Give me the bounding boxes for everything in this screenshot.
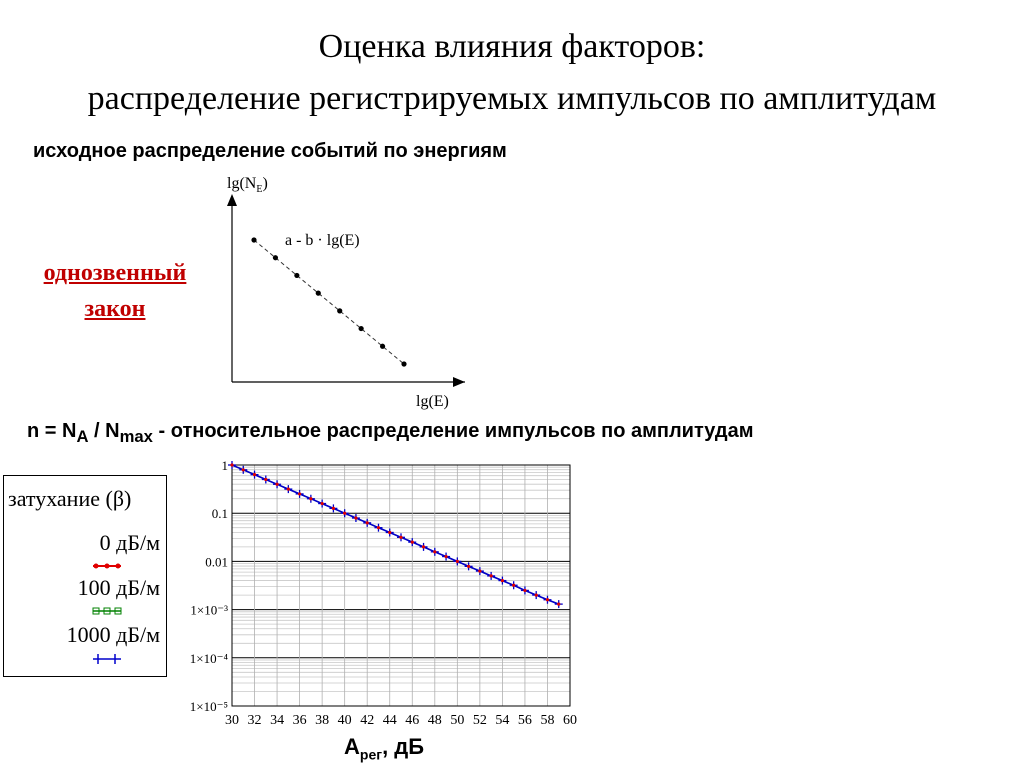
legend-title: затухание (β) [8,486,132,511]
chart2-point [422,545,425,548]
section1-heading: исходное распределение событий по энергиям [33,140,507,162]
chart1-point [294,273,299,278]
chart1-annotation: a - b · lg(E) [285,232,360,249]
chart1-point [251,237,256,242]
chart2-x-tick-label: 34 [270,713,285,728]
chart2-point [444,555,447,558]
chart1-y-arrow [227,194,237,206]
legend-marker-2-icon [92,652,122,666]
heading-sub-a: A [76,427,89,446]
chart2-y-tick-label: 1×10⁻⁵ [189,699,228,714]
chart2-point [512,584,515,587]
slide-title-line-1: Оценка влияния факторов: [318,28,706,65]
chart2-point [433,550,436,553]
chart2-x-tick-label: 44 [382,713,397,728]
chart1-point [337,308,342,313]
heading-rest: - относительное распределение импульсов по амплитудам [152,420,754,442]
chart2-x-tick-label: 58 [540,713,555,728]
chart1-point [273,255,278,260]
chart2-point [557,603,560,606]
chart1-x-arrow [453,377,465,387]
chart1-point [359,326,364,331]
chart2-point [332,507,335,510]
legend-label-2: 1000 дБ/м [66,622,160,647]
chart2-x-tick-label: 52 [472,713,487,728]
legend-marker-1-icon [92,605,122,617]
chart2-point [275,483,278,486]
legend-label-1: 100 дБ/м [77,575,160,600]
chart2-point [411,541,414,544]
chart2-point [366,521,369,524]
chart2-point [242,468,245,471]
chart2-y-tick-label: 0.1 [211,506,228,522]
chart2-x-tick-label: 32 [247,713,262,728]
heading-prefix: n = N [27,420,77,442]
law-label-line-1: однозвенный [43,260,187,286]
chart2-point [546,598,549,601]
chart2-x-tick-label: 56 [517,713,532,728]
chart2-point [264,478,267,481]
chart2-x-tick-label: 30 [225,713,239,728]
slide-title-line-2: распределение регистрируемых импульсов по амплитудам [87,80,937,117]
chart2-point [321,502,324,505]
chart2-x-tick-label: 54 [495,713,510,728]
chart2-y-tick-label: 1×10⁻⁴ [189,650,228,666]
legend [3,475,167,677]
chart1-point [380,344,385,349]
chart2-point [523,589,526,592]
chart2-y-tick-label: 1×10⁻³ [190,602,228,618]
chart1-point [401,361,406,366]
chart2-point [309,497,312,500]
heading-mid: / N [88,420,120,442]
chart2-point [478,569,481,572]
chart2-point [253,473,256,476]
chart2-plot-area [232,465,570,706]
chart2-point [354,516,357,519]
chart2-y-tick-label: 1 [221,458,228,473]
chart2-x-tick-label: 46 [405,713,420,728]
chart2-x-tick-label: 36 [292,713,307,728]
chart2-point [298,492,301,495]
chart2-point [501,579,504,582]
legend-label-0: 0 дБ/м [99,530,160,555]
chart2-x-tick-label: 42 [360,713,375,728]
chart2-point [490,574,493,577]
chart2-x-tick-label: 48 [427,713,442,728]
chart2-point [399,536,402,539]
chart2-point [535,593,538,596]
chart1-point [316,291,321,296]
chart1-x-label: lg(E) [416,393,449,410]
chart2-point [456,560,459,563]
chart1-y-label: $\lg(N_E)$ [227,175,268,195]
chart2-point [287,488,290,491]
chart2-point [230,463,233,466]
legend-marker-0-icon [92,560,122,572]
heading-sub-max: max [119,427,153,446]
amplitude-distribution-chart [190,458,577,728]
chart2-x-tick-label: 60 [563,713,577,728]
chart2-point [343,512,346,515]
chart2-point [467,565,470,568]
chart2-x-tick-label: 38 [315,713,330,728]
law-label-line-2: закон [84,296,146,322]
chart2-x-tick-label: 50 [450,713,465,728]
chart2-x-tick-label: 40 [337,713,352,728]
chart2-y-tick-label: 0.01 [205,554,228,570]
energy-distribution-chart [227,175,465,410]
chart2-point [377,526,380,529]
chart2-x-axis-label: $A_{рег}$, дБ [344,734,425,763]
chart2-point [388,531,391,534]
